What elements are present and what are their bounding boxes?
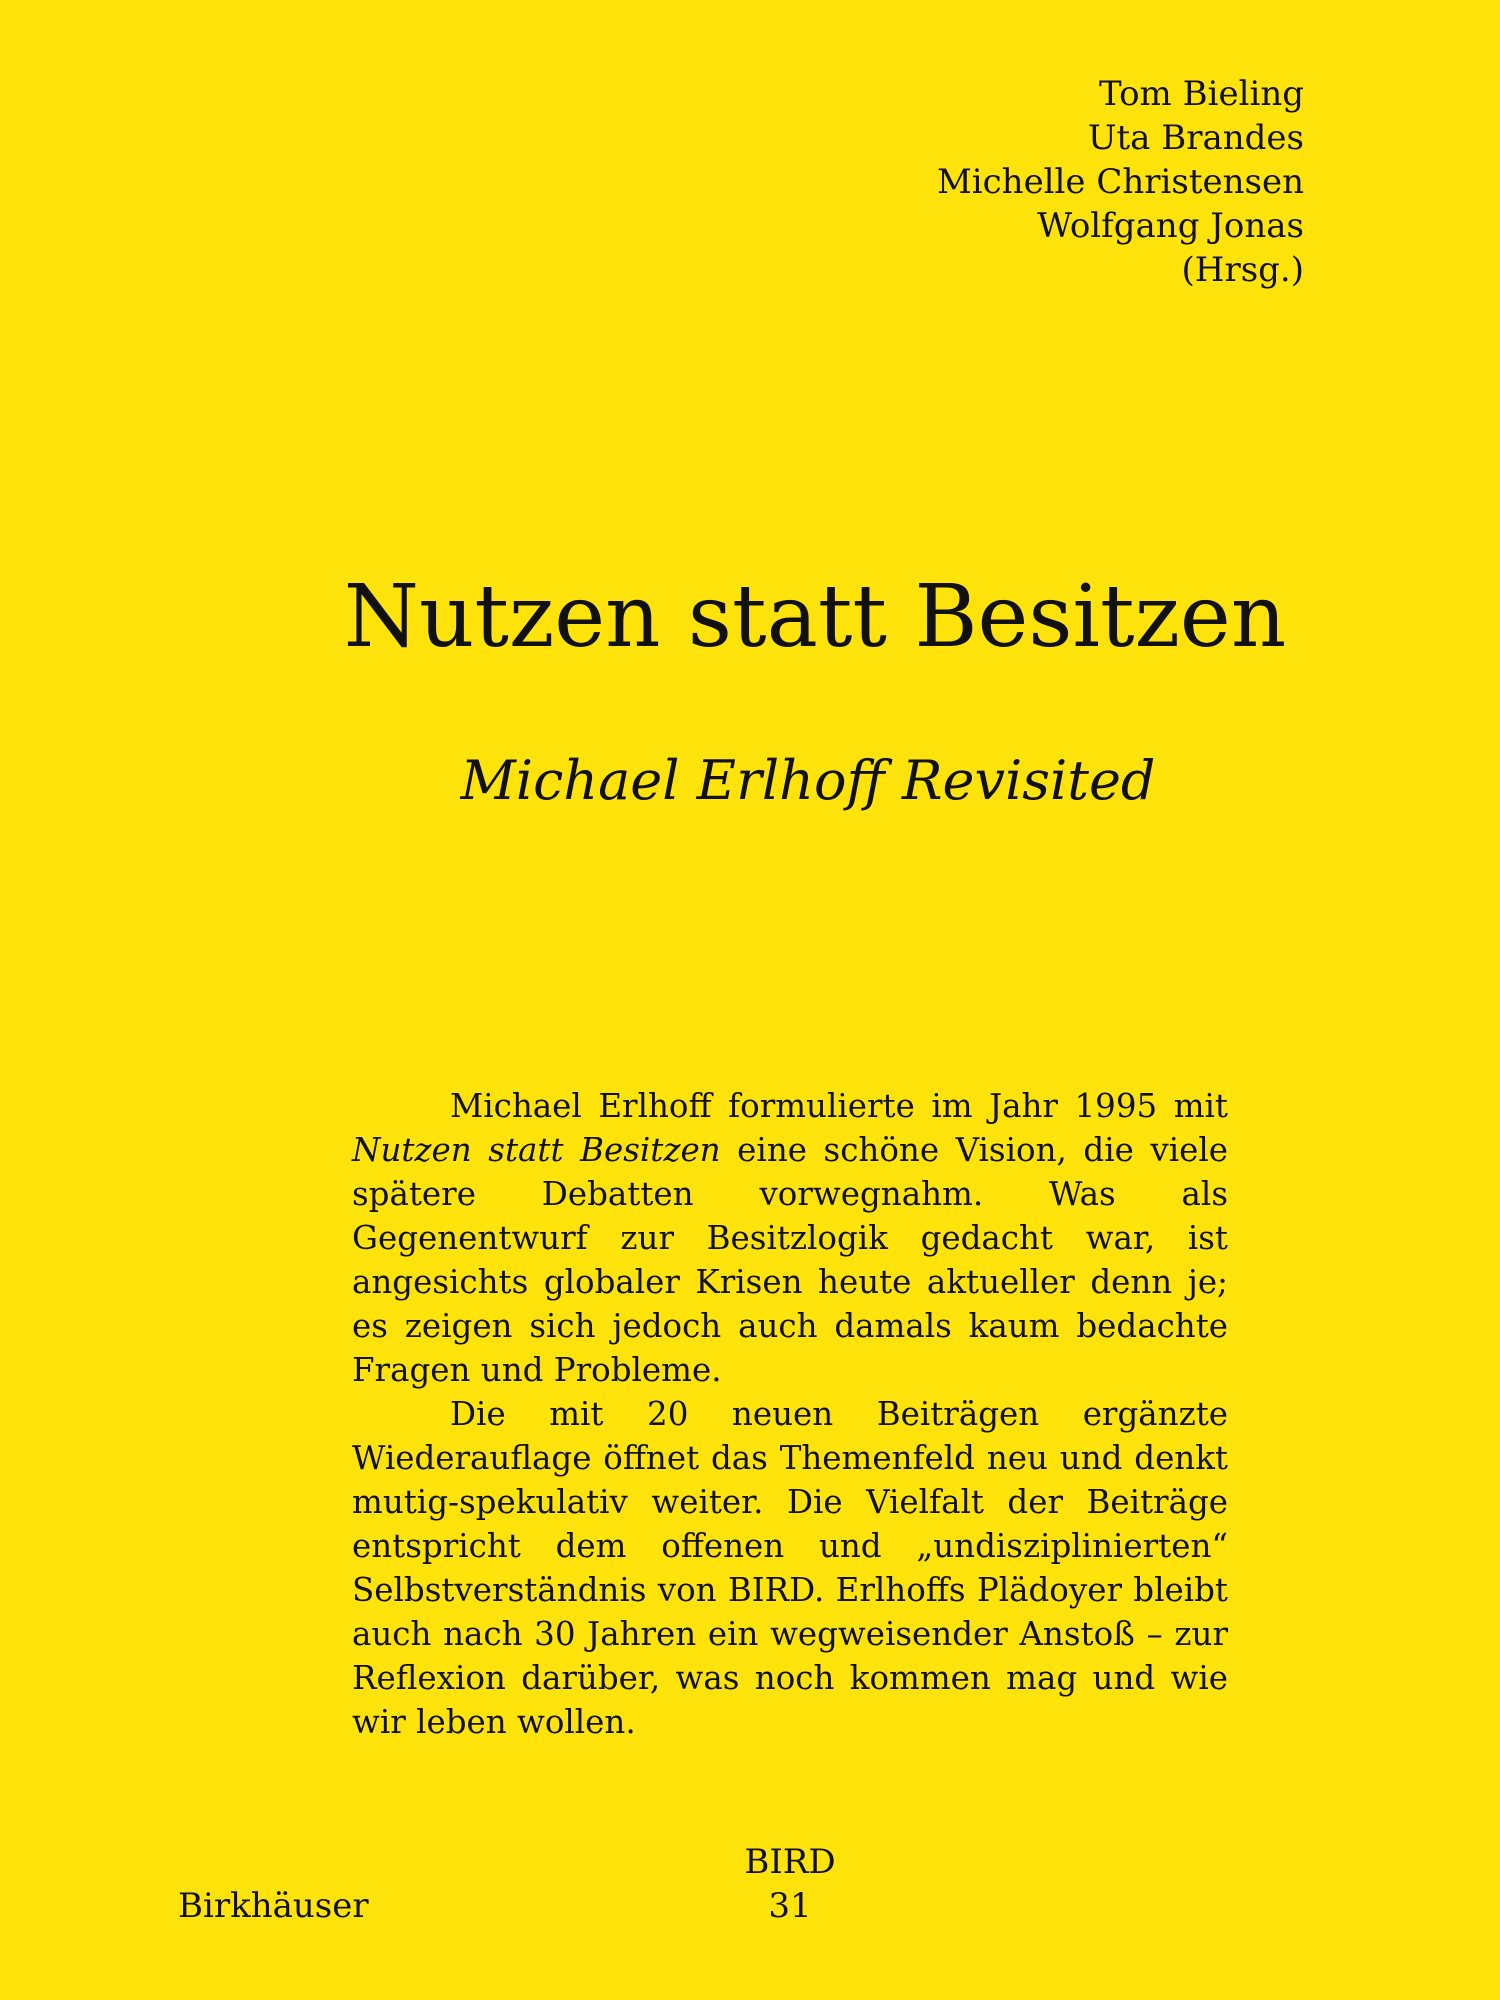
blurb-p1-start: Michael Erlhoff formulierte im Jahr 1995 mit	[450, 1087, 1228, 1125]
editor-name: Uta Brandes	[1087, 118, 1304, 158]
blurb-p1-italic-title: Nutzen statt Besitzen	[352, 1131, 721, 1169]
book-subtitle: Michael Erlhoff Revisited	[460, 749, 1156, 812]
editor-name: Michelle Christensen	[936, 162, 1304, 202]
blurb-p1-rest: eine schöne Vision, die viele spätere Debatten vorwegnahm. Was als Gegenentwurf zur Besitzlogik gedacht war, ist angesichts globaler Krisen heute aktueller denn je; es zeigen sich jedoch auch damals kaum bedachte Fragen und Probleme.	[352, 1131, 1229, 1389]
blurb-paragraph-2: Die mit 20 neuen Beiträgen ergänzte Wiederauflage öffnet das Themenfeld neu und denkt mutig-spekulativ weiter. Die Vielfalt der Beiträge entspricht dem offenen und „undisziplinierten“ Selbstverständnis von BIRD. Erlhoffs Plädoyer bleibt auch nach 30 Jahren ein wegweisender Anstoß – zur Reflexion darüber, was noch kommen mag und wie wir leben wollen.	[352, 1395, 1228, 1741]
blurb-paragraph-1	[352, 1084, 1228, 1392]
editor-name: Wolfgang Jonas	[1037, 206, 1304, 246]
series-number: 31	[768, 1886, 812, 1926]
series-name: BIRD	[744, 1842, 836, 1882]
series-info	[690, 1840, 890, 1928]
editors-list	[937, 72, 1304, 292]
blurb-text	[352, 1084, 1228, 1744]
editor-role: (Hrsg.)	[1181, 250, 1304, 290]
editor-name: Tom Bieling	[1099, 74, 1304, 114]
book-title: Nutzen statt Besitzen	[343, 567, 1287, 667]
publisher-name: Birkhäuser	[178, 1886, 369, 1926]
